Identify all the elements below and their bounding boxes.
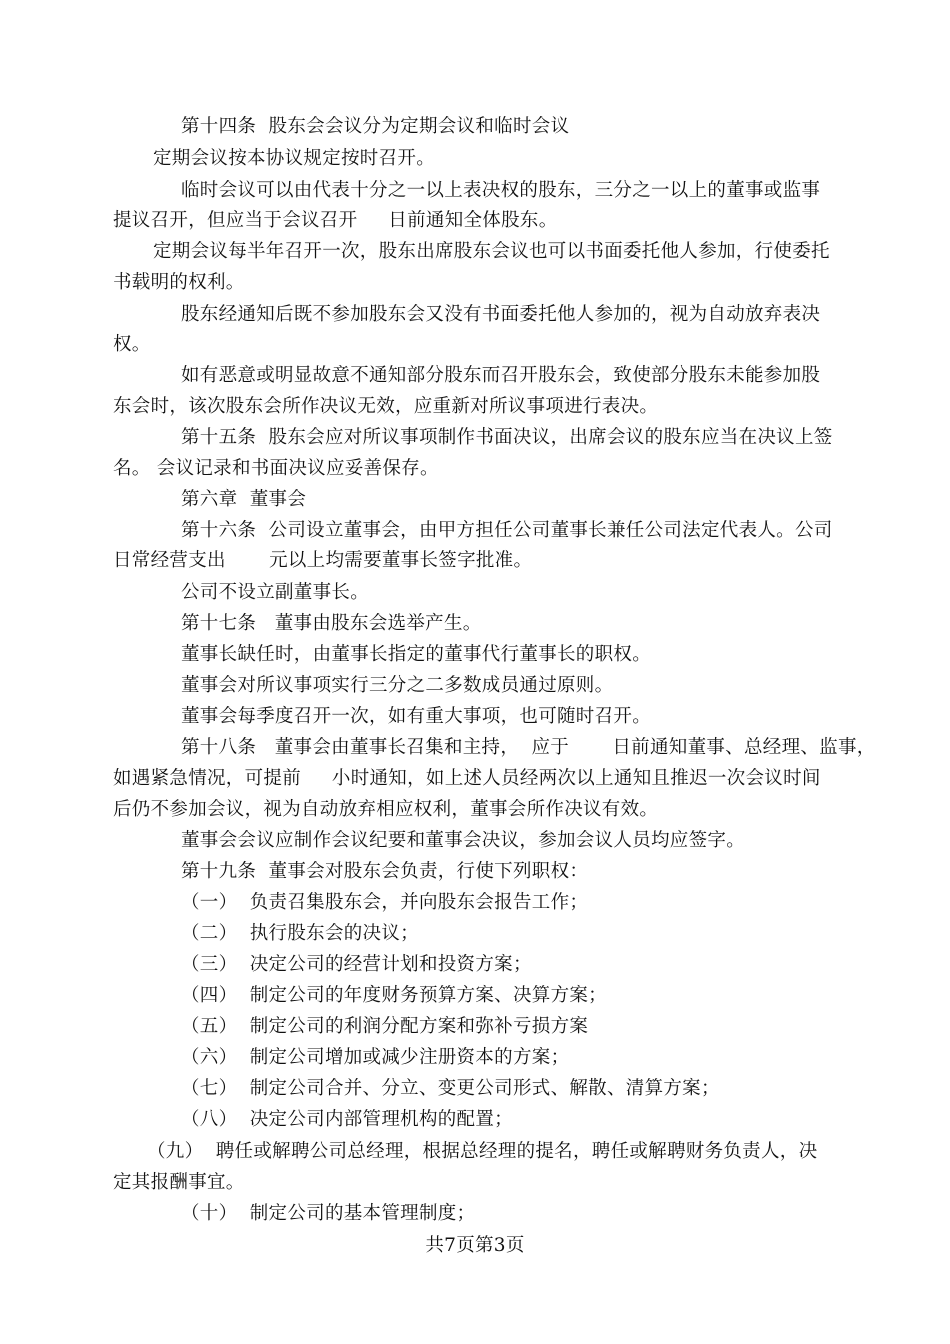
list-item: （十） 制定公司的基本管理制度； xyxy=(181,1203,476,1224)
text-line: 名。 会议记录和书面决议应妥善保存。 xyxy=(113,458,439,479)
text-line: 股东经通知后既不参加股东会又没有书面委托他人参加的，视为自动放弃表决 xyxy=(181,304,821,325)
chapter-heading: 第六章 董事会 xyxy=(181,489,307,510)
text-line: 第十七条 董事由股东会选举产生。 xyxy=(181,613,482,634)
text-line: 如遇紧急情况，可提前 小时通知，如上述人员经两次以上通知且推迟一次会议时间 xyxy=(113,768,821,789)
list-item: （七） 制定公司合并、分立、变更公司形式、解散、清算方案； xyxy=(181,1078,720,1099)
text-line: 第十四条 股东会会议分为定期会议和临时会议 xyxy=(181,116,570,137)
text-line: 第十八条 董事会由董事长召集和主持， 应于 日前通知董事、总经理、监事， xyxy=(181,737,876,758)
text-line: 提议召开，但应当于会议召开 日前通知全体股东。 xyxy=(113,210,558,231)
list-item: （二） 执行股东会的决议； xyxy=(181,923,419,944)
list-item: （四） 制定公司的年度财务预算方案、决算方案； xyxy=(181,985,607,1006)
text-line: 第十九条 董事会对股东会负责，行使下列职权： xyxy=(181,861,589,882)
list-item: （八） 决定公司内部管理机构的配置； xyxy=(181,1109,513,1130)
text-line: 公司不设立副董事长。 xyxy=(181,582,370,603)
text-line: 定期会议按本协议规定按时召开。 xyxy=(153,148,436,169)
list-item: （五） 制定公司的利润分配方案和弥补亏损方案 xyxy=(181,1016,589,1037)
text-line: 董事会会议应制作会议纪要和董事会决议，参加会议人员均应签字。 xyxy=(181,830,746,851)
text-line: 董事会对所议事项实行三分之二多数成员通过原则。 xyxy=(181,675,614,696)
text-line: 第十五条 股东会应对所议事项制作书面决议，出席会议的股东应当在决议上签 xyxy=(181,427,833,448)
list-item: （三） 决定公司的经营计划和投资方案； xyxy=(181,954,532,975)
list-item: （九） 聘任或解聘公司总经理，根据总经理的提名，聘任或解聘财务负责人，决 xyxy=(147,1141,818,1162)
list-item: （一） 负责召集股东会，并向股东会报告工作； xyxy=(181,892,589,913)
text-line: 如有恶意或明显故意不通知部分股东而召开股东会，致使部分股东未能参加股 xyxy=(181,365,821,386)
text-line: 第十六条 公司设立董事会，由甲方担任公司董事长兼任公司法定代表人。公司 xyxy=(181,520,833,541)
text-line: 定其报酬事宜。 xyxy=(113,1172,245,1193)
text-line: 后仍不参加会议，视为自动放弃相应权利，董事会所作决议有效。 xyxy=(113,799,659,820)
text-line: 董事会每季度召开一次，如有重大事项，也可随时召开。 xyxy=(181,706,652,727)
text-line: 东会时，该次股东会所作决议无效，应重新对所议事项进行表决。 xyxy=(113,396,659,417)
list-item: （六） 制定公司增加或减少注册资本的方案； xyxy=(181,1047,570,1068)
text-line: 临时会议可以由代表十分之一以上表决权的股东，三分之一以上的董事或监事 xyxy=(181,180,821,201)
page-footer: 共7页第3页 xyxy=(425,1235,525,1256)
text-line: 董事长缺任时，由董事长指定的董事代行董事长的职权。 xyxy=(181,644,652,665)
text-line: 权。 xyxy=(113,334,151,355)
text-line: 日常经营支出 元以上均需要董事长签字批准。 xyxy=(113,550,533,571)
text-line: 定期会议每半年召开一次，股东出席股东会议也可以书面委托他人参加，行使委托 xyxy=(153,241,830,262)
text-line: 书载明的权利。 xyxy=(113,272,245,293)
